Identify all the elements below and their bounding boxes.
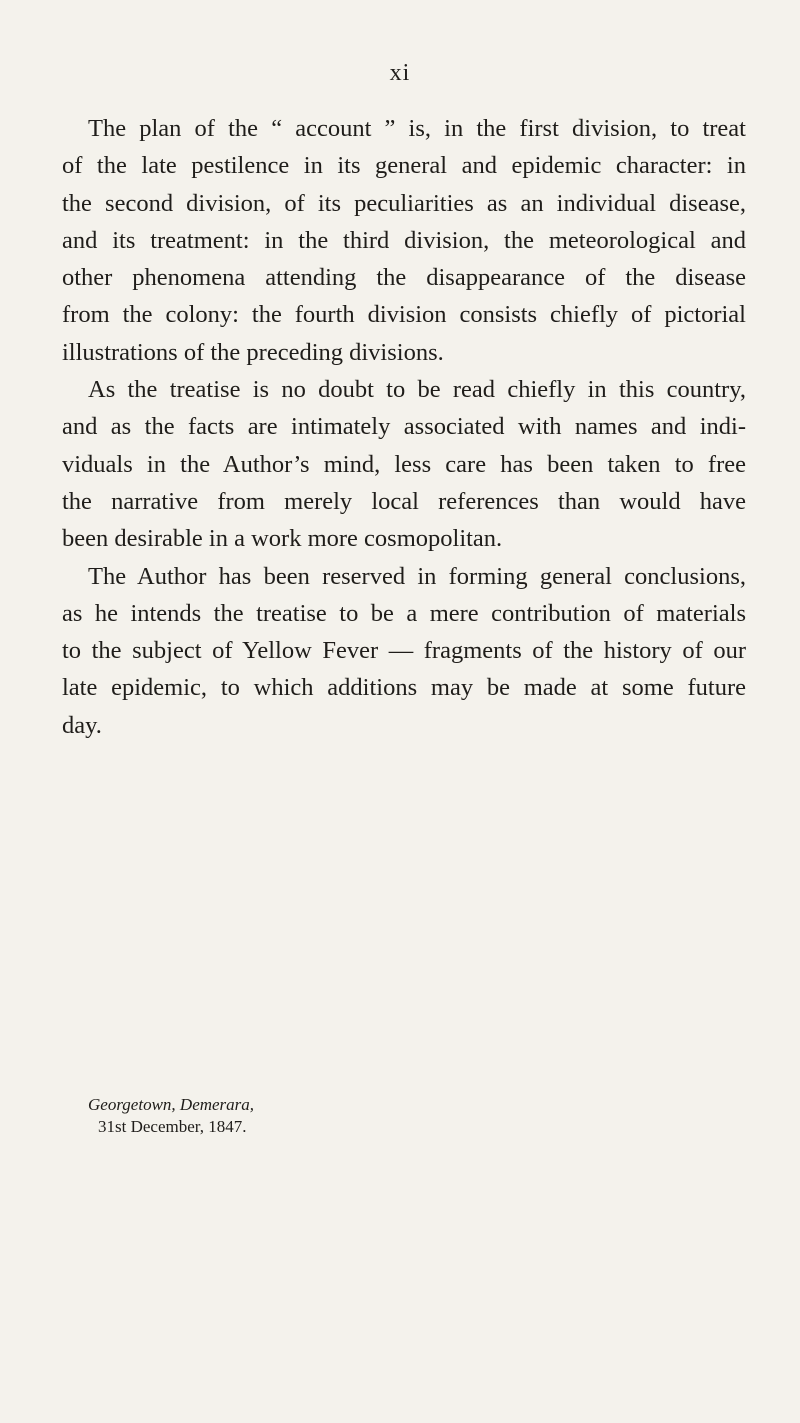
text-line: to the subject of Yellow Fever — fragments of the history of our (62, 637, 746, 665)
preface-body (62, 110, 746, 744)
text-line: illustrations of the preceding divisions. (62, 338, 444, 366)
text-line: The plan of the “ account ” is, in the first division, to treat (88, 115, 746, 142)
text-line: from the colony: the fourth division consists chiefly of pictorial (62, 301, 746, 329)
signoff-date: 31st December, 1847. (98, 1117, 247, 1136)
signoff (88, 1094, 254, 1138)
text-line: viduals in the Author’s mind, less care has been taken to free (62, 450, 746, 478)
text-line: late epidemic, to which additions may be made at some future (62, 674, 746, 702)
paragraph-conclusions (62, 558, 746, 744)
text-line: day. (62, 711, 102, 739)
paragraph-plan (62, 110, 746, 371)
text-line: as he intends the treatise to be a mere contribution of materials (62, 599, 746, 627)
paragraph-readership (62, 371, 746, 557)
text-line: and as the facts are intimately associated with names and indi- (62, 413, 746, 441)
text-line: of the late pestilence in its general and epidemic character: in (62, 152, 746, 180)
page-number: xi (389, 60, 411, 86)
text-line: the narrative from merely local references than would have (62, 487, 746, 515)
text-line: The Author has been reserved in forming general conclusions, (88, 562, 746, 590)
text-line: other phenomena attending the disappearance of the disease (62, 264, 746, 292)
text-line: the second division, of its peculiarities as an individual disease, (62, 189, 746, 217)
signoff-place: Georgetown, Demerara, (88, 1095, 255, 1114)
text-line: been desirable in a work more cosmopolitan. (62, 525, 503, 553)
text-line: As the treatise is no doubt to be read chiefly in this country, (88, 376, 746, 404)
text-line: and its treatment: in the third division, the meteorological and (62, 226, 746, 254)
